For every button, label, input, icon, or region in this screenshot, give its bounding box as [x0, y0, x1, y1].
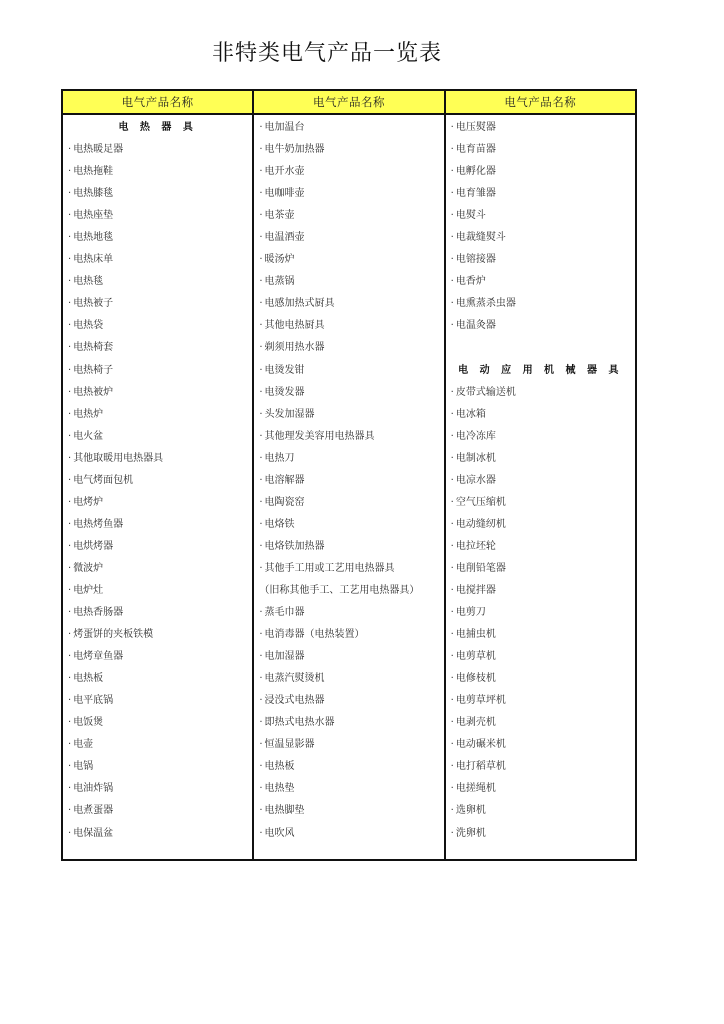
product-item: · 电热暖足器 — [63, 139, 252, 161]
product-item: · 电育雏器 — [446, 183, 635, 205]
column-list — [446, 115, 635, 845]
product-item: · 电压熨器 — [446, 117, 635, 139]
product-item: · 电热脚垫 — [254, 800, 443, 822]
product-item: · 电热毯 — [63, 271, 252, 293]
product-item: · 电热垫 — [254, 778, 443, 800]
product-item: · 烤蛋饼的夹板铁模 — [63, 624, 252, 646]
product-item: · 电烫发器 — [254, 382, 443, 404]
page-title: 非特类电气产品一览表 — [211, 41, 442, 66]
product-item: · 电溶解器 — [254, 470, 443, 492]
product-item: · 电动碾米机 — [446, 734, 635, 756]
product-item: · 其他理发美容用电热器具 — [254, 426, 443, 448]
product-item: · 洗卵机 — [446, 823, 635, 845]
product-item: · 电修枝机 — [446, 668, 635, 690]
product-item: · 电感加热式厨具 — [254, 293, 443, 315]
product-item: · 电香炉 — [446, 271, 635, 293]
product-item: · 电打稻草机 — [446, 756, 635, 778]
product-item: · 浸没式电热器 — [254, 690, 443, 712]
product-item: · 电饭煲 — [63, 712, 252, 734]
product-item: · 蒸毛巾器 — [254, 602, 443, 624]
product-item: · 电热板 — [63, 668, 252, 690]
product-item: · 暖汤炉 — [254, 249, 443, 271]
column-header: 电气产品名称 — [446, 91, 635, 115]
product-item: · 电烘烤器 — [63, 536, 252, 558]
product-item: · 头发加湿器 — [254, 404, 443, 426]
product-item: · 电剥壳机 — [446, 712, 635, 734]
product-item: · 电热板 — [254, 756, 443, 778]
product-item: · 电烫发钳 — [254, 360, 443, 382]
product-item: · 电温酒壶 — [254, 227, 443, 249]
product-item: · 电冷冻库 — [446, 426, 635, 448]
product-item: · 电搓绳机 — [446, 778, 635, 800]
product-item: · 电锅 — [63, 756, 252, 778]
product-item: · 其他手工用或工艺用电热器具 — [254, 558, 443, 580]
product-item: · 电热香肠器 — [63, 602, 252, 624]
table-column-3 — [446, 91, 635, 859]
product-item: · 电剪草坪机 — [446, 690, 635, 712]
product-item: · 电热地毯 — [63, 227, 252, 249]
product-item: · 电火盆 — [63, 426, 252, 448]
product-item: · 电剪草机 — [446, 646, 635, 668]
product-item: · 电保温盆 — [63, 823, 252, 845]
table-column-2 — [254, 91, 445, 859]
product-item: · 电热膝毯 — [63, 183, 252, 205]
category-heading: 电 动 应 用 机 械 器 具 — [458, 364, 623, 376]
product-item: · 电捕虫机 — [446, 624, 635, 646]
product-item: · 电煮蛋器 — [63, 800, 252, 822]
product-item: · 电气烤面包机 — [63, 470, 252, 492]
product-item: · 电热椅套 — [63, 337, 252, 359]
column-header: 电气产品名称 — [254, 91, 443, 115]
product-item: · 电热被子 — [63, 293, 252, 315]
product-item: · 电消毒器（电热装置） — [254, 624, 443, 646]
product-item: · 电蒸锅 — [254, 271, 443, 293]
column-header: 电气产品名称 — [63, 91, 252, 115]
product-item: · 电吹风 — [254, 823, 443, 845]
product-item: · 电加温台 — [254, 117, 443, 139]
product-item: · 电咖啡壶 — [254, 183, 443, 205]
product-item: · 皮带式输送机 — [446, 382, 635, 404]
product-item: · 电牛奶加热器 — [254, 139, 443, 161]
product-item: · 电镕接器 — [446, 249, 635, 271]
product-item: · 电烙铁 — [254, 514, 443, 536]
product-item: · 电熨斗 — [446, 205, 635, 227]
product-item: · 电茶壶 — [254, 205, 443, 227]
product-item: · 其他取暖用电热器具 — [63, 448, 252, 470]
product-item: · 电陶瓷窑 — [254, 492, 443, 514]
product-item: · 电炉灶 — [63, 580, 252, 602]
category-heading: 电 热 器 具 — [118, 122, 197, 133]
product-item: · 电蒸汽熨烫机 — [254, 668, 443, 690]
product-item: · 电热炉 — [63, 404, 252, 426]
product-item: · 剃须用热水器 — [254, 337, 443, 359]
product-item: · 恒温显影器 — [254, 734, 443, 756]
product-item: · 电熏蒸杀虫器 — [446, 293, 635, 315]
product-table — [61, 89, 637, 861]
column-list — [63, 115, 252, 845]
product-item: · 电热被炉 — [63, 382, 252, 404]
product-item: · 电热拖鞋 — [63, 161, 252, 183]
product-item: · 电育苗器 — [446, 139, 635, 161]
product-item: · 电烤炉 — [63, 492, 252, 514]
product-item: · 电油炸锅 — [63, 778, 252, 800]
product-item: · 电孵化器 — [446, 161, 635, 183]
product-item: · 电冰箱 — [446, 404, 635, 426]
product-item: · 电热床单 — [63, 249, 252, 271]
product-item: · 电削铅笔器 — [446, 558, 635, 580]
column-list — [254, 115, 443, 845]
product-item: · 其他电热厨具 — [254, 315, 443, 337]
product-item: · 电平底锅 — [63, 690, 252, 712]
product-item: · 电凉水器 — [446, 470, 635, 492]
product-item: · 微波炉 — [63, 558, 252, 580]
product-item: · 电热烤鱼器 — [63, 514, 252, 536]
note-row: （旧称其他手工、工艺用电热器具） — [259, 584, 420, 596]
product-item: · 电搅拌器 — [446, 580, 635, 602]
product-item: · 电热椅子 — [63, 360, 252, 382]
product-item: · 电剪刀 — [446, 602, 635, 624]
product-item: · 电烤章鱼器 — [63, 646, 252, 668]
product-item: · 电温灸器 — [446, 315, 635, 337]
product-item: · 电裁缝熨斗 — [446, 227, 635, 249]
product-item: · 即热式电热水器 — [254, 712, 443, 734]
blank-row — [446, 337, 635, 359]
product-item: · 电热座垫 — [63, 205, 252, 227]
product-item: · 电烙铁加热器 — [254, 536, 443, 558]
product-item: · 选卵机 — [446, 800, 635, 822]
product-item: · 空气压缩机 — [446, 492, 635, 514]
product-item: · 电动缝纫机 — [446, 514, 635, 536]
product-item: · 电加湿器 — [254, 646, 443, 668]
product-item: · 电热刀 — [254, 448, 443, 470]
product-item: · 电开水壶 — [254, 161, 443, 183]
table-column-1 — [63, 91, 254, 859]
product-item: · 电热袋 — [63, 315, 252, 337]
product-item: · 电制冰机 — [446, 448, 635, 470]
product-item: · 电拉坯轮 — [446, 536, 635, 558]
product-item: · 电壶 — [63, 734, 252, 756]
